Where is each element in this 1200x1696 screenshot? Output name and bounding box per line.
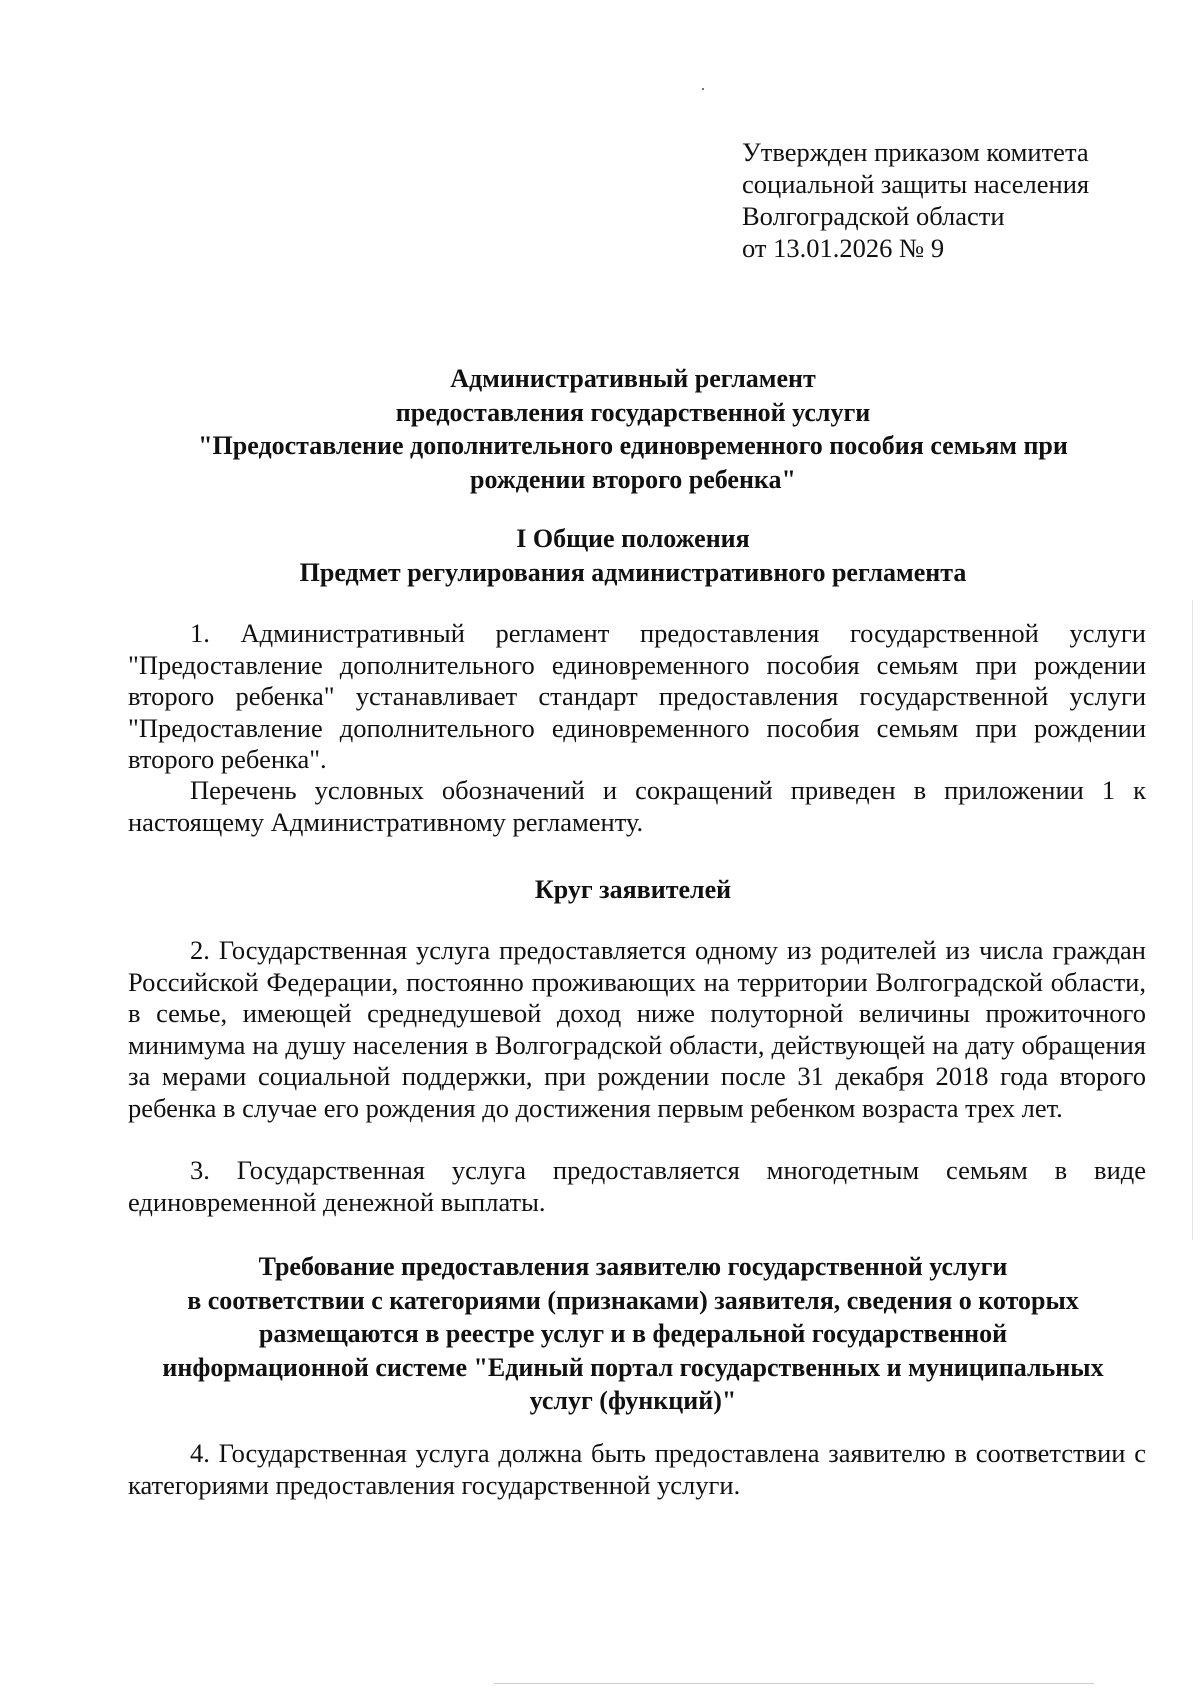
title-line: "Предоставление дополнительного единовременного пособия семьям при	[198, 431, 1068, 460]
section-3-heading-line: размещаются в реестре услуг и в федеральной государственной	[258, 1319, 1008, 1348]
title-line: Административный регламент	[450, 364, 816, 393]
approval-line: социальной защиты населения	[742, 169, 1090, 199]
section-1-heading: I Общие положения	[516, 524, 750, 553]
approval-stamp-block	[742, 136, 1162, 264]
title-line: предоставления государственной услуги	[395, 397, 871, 427]
title-line: рождении второго ребенка"	[470, 464, 796, 494]
section-3-heading-line: Требование предоставления заявителю государственной услуги	[258, 1252, 1008, 1281]
paragraph-3: 3. Государственная услуга предоставляется многодетным семьям в виде единовременной денежной выплаты.	[128, 1155, 1146, 1217]
approval-line: Утвержден приказом комитета	[742, 137, 1089, 167]
section-3-heading-line: услуг (функций)"	[529, 1386, 737, 1415]
section-3-heading-line: в соответствии с категориями (признаками) заявителя, сведения о которых	[187, 1285, 1079, 1315]
section-1-heading-block	[118, 522, 1148, 589]
scan-bottom-line	[494, 1683, 1094, 1684]
paragraph-1: 1. Административный регламент предоставления государственной услуги "Предоставление дополнительного единовременного пособия семьям при рождении второго ребенка" устанавливает стандарт предоставления государственной услуги "Предоставление дополнительного единовременного пособия семьям при рождении второго ребенка".	[128, 618, 1146, 774]
scan-speck	[702, 88, 704, 90]
approval-date-number: от 13.01.2026 № 9	[742, 233, 945, 263]
paragraph-1-list-note: Перечень условных обозначений и сокращений приведен в приложении 1 к настоящему Административному регламенту.	[128, 775, 1146, 837]
section-2-heading: Круг заявителей	[534, 875, 732, 904]
document-title	[118, 362, 1148, 496]
paragraph-4: 4. Государственная услуга должна быть предоставлена заявителю в соответствии с категориями предоставления государственной услуги.	[128, 1438, 1146, 1500]
section-3-heading	[118, 1250, 1148, 1418]
paragraph-2: 2. Государственная услуга предоставляется одному из родителей из числа граждан Российской Федерации, постоянно проживающих на территории Волгоградской области, в семье, имеющей среднедушевой доход ниже полуторной величины прожиточного минимума на душу населения в Волгоградской области, действующей на дату обращения за мерами социальной поддержки, при рождении после 31 декабря 2018 года второго ребенка в случае его рождения до достижения первым ребенком возраста трех лет.	[128, 935, 1146, 1123]
approval-line: Волгоградской области	[742, 201, 1005, 231]
section-1-subheading: Предмет регулирования административного регламента	[299, 557, 967, 587]
scan-edge-line	[1192, 600, 1193, 1240]
section-3-heading-line: информационной системе "Единый портал государственных и муниципальных	[162, 1352, 1104, 1382]
